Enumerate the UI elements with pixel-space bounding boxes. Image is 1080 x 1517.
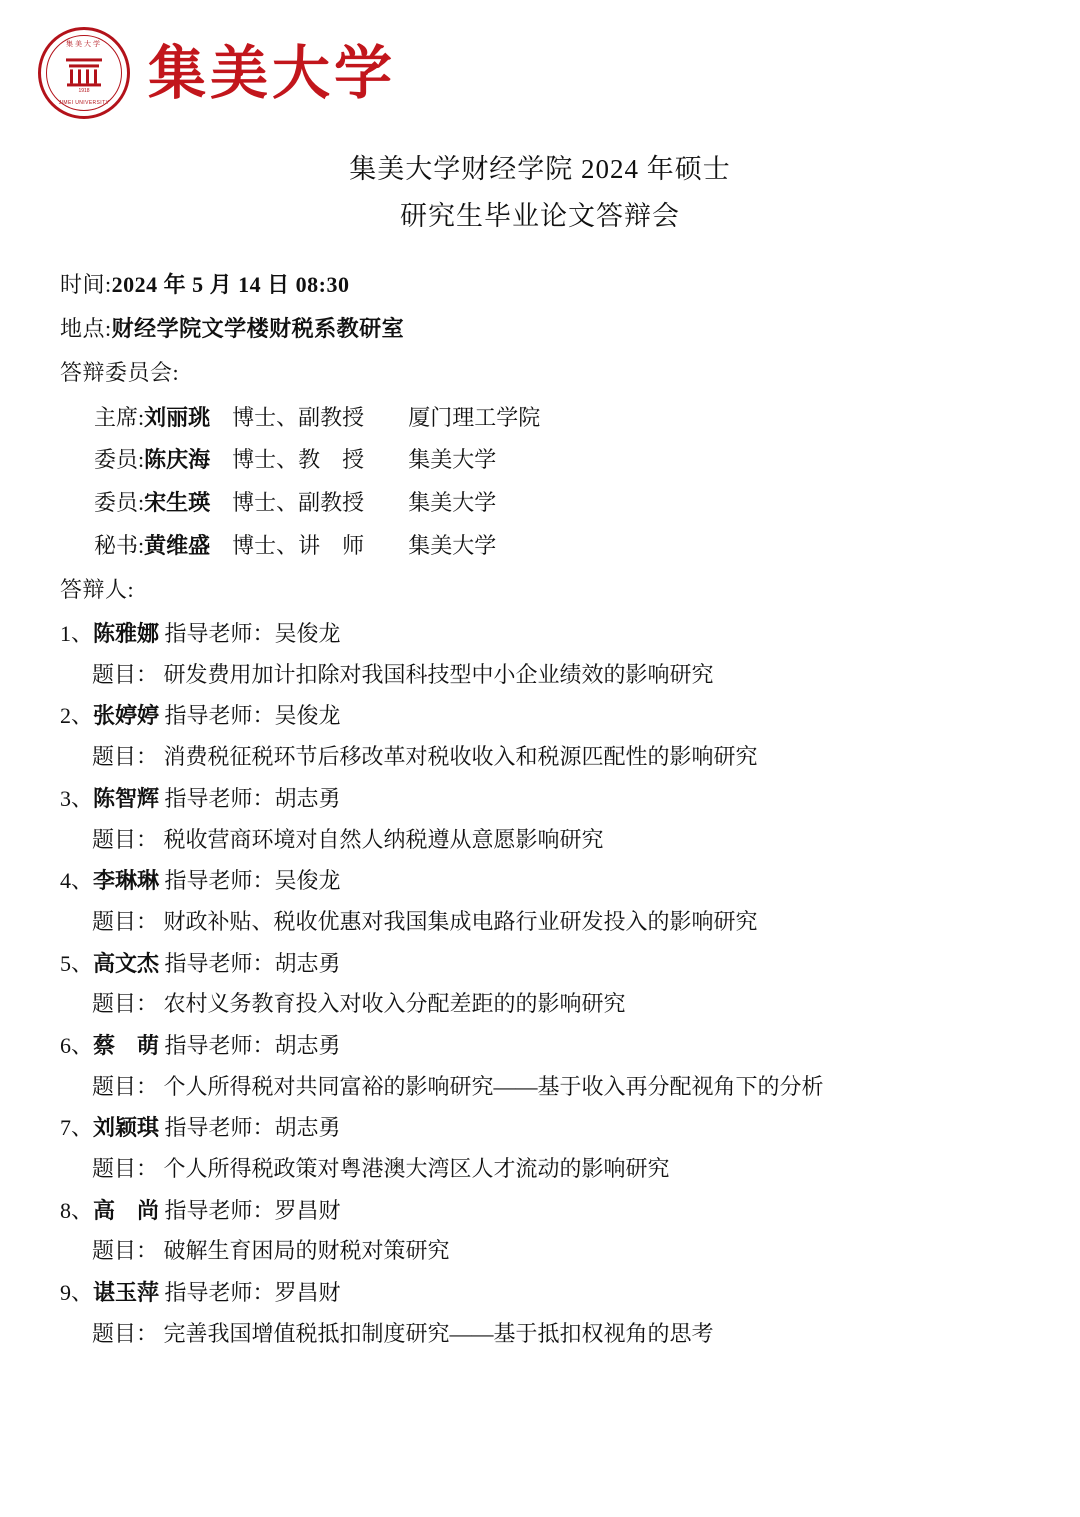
- defender-entry: [60, 944, 1018, 1025]
- supervisor-label: 指导老师：: [164, 1032, 275, 1058]
- topic-text: 财政补贴、税收优惠对我国集成电路行业研发投入的影响研究: [163, 908, 758, 934]
- defender-index: 1、: [60, 621, 94, 647]
- supervisor-label: 指导老师：: [164, 1280, 275, 1306]
- defender-name: 刘颖琪: [93, 1115, 160, 1141]
- defender-index: 2、: [60, 703, 94, 729]
- defender-name: 高 尚: [93, 1197, 160, 1223]
- defender-head: [60, 696, 1018, 737]
- document-header: [0, 0, 1080, 112]
- defender-name: 谌玉萍: [93, 1280, 160, 1306]
- title-line-1: 集美大学财经学院 2024 年硕士: [349, 154, 731, 184]
- topic-label: 题目：: [92, 908, 159, 934]
- committee-name: 宋生瑛: [144, 490, 211, 516]
- committee-member-row: [60, 439, 1018, 482]
- supervisor-name: 罗昌财: [274, 1197, 341, 1223]
- time-line: [60, 263, 1018, 307]
- defender-head: [60, 1273, 1018, 1314]
- title-line-2: 研究生毕业论文答辩会: [400, 201, 680, 232]
- defender-entry: [60, 1273, 1018, 1354]
- topic-label: 题目：: [92, 1073, 159, 1099]
- place-label: 地点:: [60, 315, 112, 341]
- seal-gate-graphic: [66, 58, 102, 86]
- committee-member-row: [60, 397, 1018, 440]
- document-body: [0, 263, 1080, 1355]
- defender-index: 5、: [60, 950, 94, 976]
- seal-year-text: 1918: [78, 88, 90, 94]
- topic-text: 消费税征税环节后移改革对税收收入和税源匹配性的影响研究: [163, 744, 758, 770]
- supervisor-name: 胡志勇: [274, 1032, 341, 1058]
- defender-entry: [60, 696, 1018, 777]
- defender-index: 6、: [60, 1032, 94, 1058]
- topic-text: 破解生育困局的财税对策研究: [163, 1238, 450, 1264]
- defenders-list: [60, 614, 1018, 1354]
- supervisor-name: 胡志勇: [274, 785, 341, 811]
- defender-topic: [60, 655, 1018, 696]
- topic-text: 研发费用加计扣除对我国科技型中小企业绩效的影响研究: [163, 661, 714, 687]
- defender-topic: [60, 1314, 1018, 1355]
- seal-top-text: 集美大学: [66, 41, 102, 48]
- defender-topic: [60, 820, 1018, 861]
- defender-index: 3、: [60, 785, 94, 811]
- defender-head: [60, 1026, 1018, 1067]
- defender-head: [60, 779, 1018, 820]
- defender-name: 陈智辉: [93, 785, 160, 811]
- supervisor-name: 吴俊龙: [274, 868, 341, 894]
- supervisor-label: 指导老师：: [164, 950, 275, 976]
- defenders-section-label: 答辩人:: [60, 577, 135, 603]
- defender-name: 李琳琳: [93, 868, 160, 894]
- committee-member-row: [60, 525, 1018, 568]
- committee-section-label: 答辩委员会:: [60, 359, 180, 385]
- committee-degree: 博士、讲 师: [232, 533, 365, 559]
- page-title: [0, 146, 1080, 241]
- committee-name: 黄维盛: [144, 533, 211, 559]
- supervisor-name: 吴俊龙: [274, 621, 341, 647]
- time-value: 2024 年 5 月 14 日 08:30: [111, 271, 350, 297]
- defender-topic: [60, 902, 1018, 943]
- defender-head: [60, 861, 1018, 902]
- topic-label: 题目：: [92, 661, 159, 687]
- topic-label: 题目：: [92, 991, 159, 1017]
- committee-member-row: [60, 482, 1018, 525]
- supervisor-label: 指导老师：: [164, 703, 275, 729]
- supervisor-label: 指导老师：: [164, 785, 275, 811]
- committee-org: 集美大学: [408, 447, 497, 473]
- defender-topic: [60, 1231, 1018, 1272]
- committee-org: 集美大学: [408, 490, 497, 516]
- topic-text: 个人所得税对共同富裕的影响研究——基于收入再分配视角下的分析: [163, 1073, 824, 1099]
- defender-entry: [60, 861, 1018, 942]
- committee-degree: 博士、教 授: [232, 447, 365, 473]
- topic-label: 题目：: [92, 744, 159, 770]
- committee-degree: 博士、副教授: [232, 404, 365, 430]
- defender-name: 蔡 萌: [93, 1032, 160, 1058]
- supervisor-name: 胡志勇: [274, 950, 341, 976]
- defender-entry: [60, 1191, 1018, 1272]
- place-line: [60, 307, 1018, 351]
- supervisor-label: 指导老师：: [164, 1197, 275, 1223]
- supervisor-label: 指导老师：: [164, 868, 275, 894]
- topic-text: 完善我国增值税抵扣制度研究——基于抵扣权视角的思考: [163, 1320, 714, 1346]
- committee-name: 陈庆海: [144, 447, 211, 473]
- university-name: 集美大学: [148, 39, 397, 107]
- committee-degree: 博士、副教授: [232, 490, 365, 516]
- defender-index: 9、: [60, 1280, 94, 1306]
- time-label: 时间:: [60, 271, 112, 297]
- defender-topic: [60, 984, 1018, 1025]
- defender-index: 4、: [60, 868, 94, 894]
- committee-name: 刘丽珧: [144, 404, 211, 430]
- defender-entry: [60, 1026, 1018, 1107]
- defender-name: 陈雅娜: [93, 621, 160, 647]
- topic-text: 农村义务教育投入对收入分配差距的的影响研究: [163, 991, 626, 1017]
- defender-entry: [60, 779, 1018, 860]
- supervisor-label: 指导老师：: [164, 1115, 275, 1141]
- defender-name: 高文杰: [93, 950, 160, 976]
- defender-head: [60, 1108, 1018, 1149]
- committee-role: 主席:: [94, 404, 145, 430]
- topic-text: 税收营商环境对自然人纳税遵从意愿影响研究: [163, 826, 604, 852]
- defender-head: [60, 1191, 1018, 1232]
- defender-index: 7、: [60, 1115, 94, 1141]
- defender-topic: [60, 1067, 1018, 1108]
- committee-org: 集美大学: [408, 533, 497, 559]
- defender-entry: [60, 1108, 1018, 1189]
- seal-bottom-text: JIMEI UNIVERSITY: [58, 100, 110, 106]
- defender-head: [60, 944, 1018, 985]
- supervisor-label: 指导老师：: [164, 621, 275, 647]
- committee-list: [60, 397, 1018, 569]
- supervisor-name: 罗昌财: [274, 1280, 341, 1306]
- defender-entry: [60, 614, 1018, 695]
- topic-label: 题目：: [92, 1238, 159, 1264]
- committee-role: 委员:: [94, 447, 145, 473]
- defender-head: [60, 614, 1018, 655]
- defender-topic: [60, 1149, 1018, 1190]
- topic-label: 题目：: [92, 1156, 159, 1181]
- topic-label: 题目：: [92, 826, 159, 852]
- university-seal-icon: [38, 27, 130, 119]
- committee-role: 秘书:: [94, 533, 145, 559]
- supervisor-name: 吴俊龙: [274, 703, 341, 729]
- committee-org: 厦门理工学院: [408, 404, 541, 430]
- topic-label: 题目：: [92, 1320, 159, 1346]
- defender-index: 8、: [60, 1197, 94, 1223]
- topic-text: 个人所得税政策对粤港澳大湾区人才流动的影响研究: [163, 1156, 670, 1181]
- supervisor-name: 胡志勇: [274, 1115, 341, 1141]
- committee-role: 委员:: [94, 490, 145, 516]
- place-value: 财经学院文学楼财税系教研室: [111, 315, 405, 341]
- defender-topic: [60, 737, 1018, 778]
- defender-name: 张婷婷: [93, 703, 160, 729]
